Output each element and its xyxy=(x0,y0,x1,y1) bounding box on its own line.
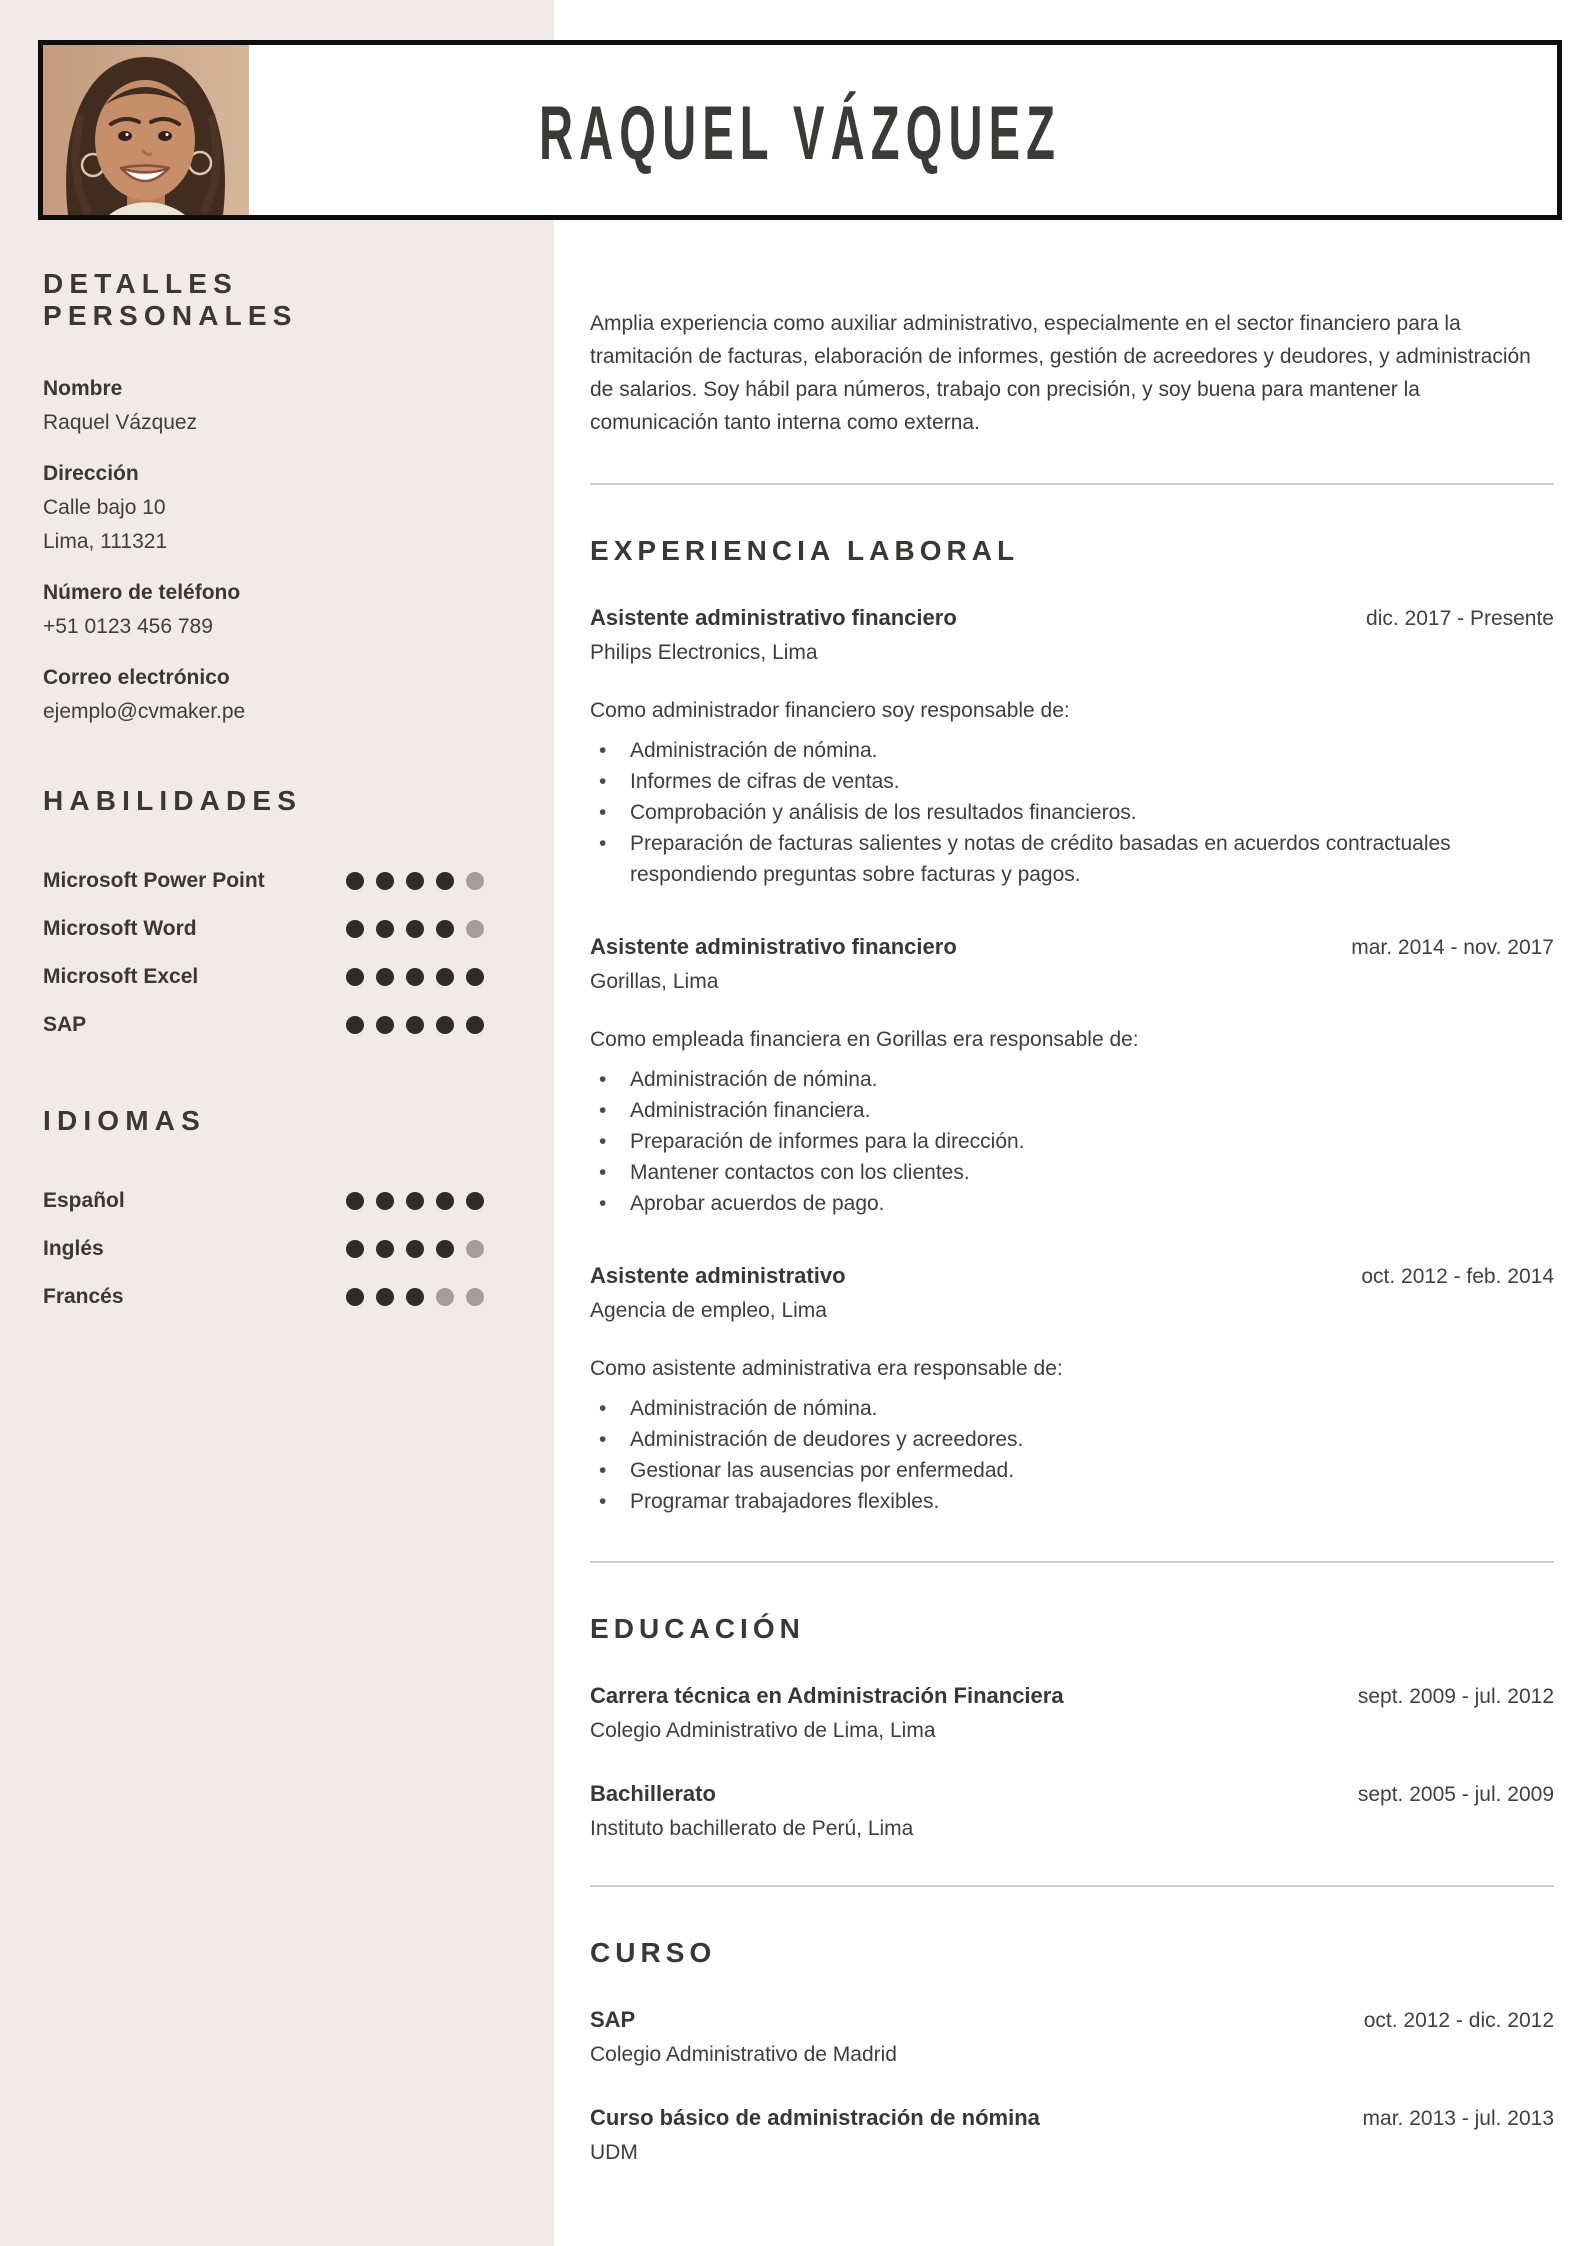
section-skills xyxy=(43,785,484,1049)
section-experience xyxy=(590,535,1554,1517)
course-degree: SAP xyxy=(590,2007,636,2032)
degree: Bachillerato xyxy=(590,1781,716,1806)
language-dots xyxy=(346,1192,484,1210)
education-dates: sept. 2009 - jul. 2012 xyxy=(1357,1685,1554,1708)
detail-value: Raquel Vázquez xyxy=(43,411,198,434)
job-dates: dic. 2017 - Presente xyxy=(1366,607,1554,630)
language-dots xyxy=(346,1288,484,1306)
skill-dot xyxy=(466,872,484,890)
job-bullets xyxy=(590,1393,1554,1517)
section-divider xyxy=(590,483,1554,485)
skill-dot xyxy=(346,920,364,938)
skill-dot xyxy=(346,1016,364,1034)
skill-row xyxy=(43,1001,484,1049)
bullet-item: • Administración de nómina. xyxy=(590,1064,1554,1095)
skill-dot xyxy=(466,1192,484,1210)
bullet-item: • Preparación de informes para la dirección. xyxy=(590,1126,1554,1157)
skill-dots xyxy=(346,920,484,938)
experience-list xyxy=(590,605,1554,1517)
job-intro: Como empleada financiera en Gorillas era responsable de: xyxy=(590,1028,1139,1051)
skill-dot xyxy=(406,968,424,986)
job-role: Asistente administrativo xyxy=(590,1263,846,1288)
language-row xyxy=(43,1177,484,1225)
candidate-name: RAQUEL VÁZQUEZ xyxy=(538,90,1062,176)
skill-dot xyxy=(406,1288,424,1306)
bullet-item: • Informes de cifras de ventas. xyxy=(590,766,1554,797)
course-school: Colegio Administrativo de Madrid xyxy=(590,2043,897,2066)
skill-label: Microsoft Excel xyxy=(43,965,199,988)
detail-value: Lima, 111321 xyxy=(43,530,168,553)
skill-dot xyxy=(406,1016,424,1034)
skill-row xyxy=(43,905,484,953)
education-list xyxy=(590,1683,1554,1841)
main-column xyxy=(554,0,1588,2165)
education-title: EDUCACIÓN xyxy=(590,1613,805,1644)
skill-dot xyxy=(376,920,394,938)
job-role: Asistente administrativo financiero xyxy=(590,934,957,959)
skill-dot xyxy=(466,1240,484,1258)
personal-details-title: DETALLES PERSONALES xyxy=(43,268,298,331)
skill-dot xyxy=(466,968,484,986)
school: Colegio Administrativo de Lima, Lima xyxy=(590,1719,936,1742)
skill-dot xyxy=(466,920,484,938)
detail-field xyxy=(43,457,484,559)
job-bullets xyxy=(590,735,1554,890)
skill-dot xyxy=(346,1288,364,1306)
skill-dot xyxy=(466,1288,484,1306)
detail-value: ejemplo@cvmaker.pe xyxy=(43,700,246,723)
section-languages xyxy=(43,1105,484,1321)
sidebar xyxy=(0,0,554,2246)
skill-dot xyxy=(466,1016,484,1034)
job-entry xyxy=(590,605,1554,890)
language-row xyxy=(43,1225,484,1273)
section-divider xyxy=(590,1885,1554,1887)
job-intro: Como asistente administrativa era responsable de: xyxy=(590,1357,1063,1380)
job-dates: mar. 2014 - nov. 2017 xyxy=(1351,936,1554,959)
skill-dot xyxy=(436,920,454,938)
languages-list xyxy=(43,1177,484,1321)
language-label: Francés xyxy=(43,1285,124,1308)
detail-value: +51 0123 456 789 xyxy=(43,615,213,638)
skill-dot xyxy=(436,1240,454,1258)
job-intro: Como administrador financiero soy responsable de: xyxy=(590,699,1070,722)
detail-label: Dirección xyxy=(43,462,139,485)
bullet-item: • Gestionar las ausencias por enfermedad. xyxy=(590,1455,1554,1486)
skill-dots xyxy=(346,872,484,890)
bullet-item: • Programar trabajadores flexibles. xyxy=(590,1486,1554,1517)
job-entry xyxy=(590,934,1554,1219)
course-title: CURSO xyxy=(590,1937,717,1968)
education-dates: sept. 2005 - jul. 2009 xyxy=(1357,1783,1554,1806)
course-school: UDM xyxy=(590,2141,638,2164)
skill-dot xyxy=(376,1240,394,1258)
skills-list xyxy=(43,857,484,1049)
skill-dot xyxy=(376,1288,394,1306)
skill-dot xyxy=(406,1240,424,1258)
skill-label: Microsoft Power Point xyxy=(43,869,265,892)
skill-dot xyxy=(406,872,424,890)
detail-label: Nombre xyxy=(43,377,123,400)
detail-field xyxy=(43,661,484,729)
bullet-item: • Aprobar acuerdos de pago. xyxy=(590,1188,1554,1219)
section-divider xyxy=(590,1561,1554,1563)
skill-dot xyxy=(346,1240,364,1258)
bullet-item: • Preparación de facturas salientes y notas de crédito basadas en acuerdos contractuales respondiendo preguntas sobre facturas y pagos. xyxy=(590,828,1554,890)
job-company: Philips Electronics, Lima xyxy=(590,641,818,664)
job-bullets xyxy=(590,1064,1554,1219)
job-dates: oct. 2012 - feb. 2014 xyxy=(1361,1265,1554,1288)
language-label: Inglés xyxy=(43,1237,104,1260)
bullet-item: • Mantener contactos con los clientes. xyxy=(590,1157,1554,1188)
skill-dot xyxy=(376,1016,394,1034)
skill-dot xyxy=(436,1288,454,1306)
profile-summary: Amplia experiencia como auxiliar administrativo, especialmente en el sector financiero para la tramitación de facturas, elaboración de informes, gestión de acreedores y deudores, y administración de salarios. Soy hábil para números, trabajo con precisión, y soy buena para mantener la comunicación tanto interna como externa. xyxy=(590,312,1531,434)
course-list xyxy=(590,2007,1554,2165)
bullet-item: • Administración financiera. xyxy=(590,1095,1554,1126)
detail-label: Número de teléfono xyxy=(43,581,241,604)
skill-dots xyxy=(346,968,484,986)
skill-dot xyxy=(376,1192,394,1210)
language-label: Español xyxy=(43,1189,125,1212)
course-entry xyxy=(590,2105,1554,2165)
course-entry xyxy=(590,2007,1554,2067)
skill-dot xyxy=(376,968,394,986)
bullet-item: • Administración de nómina. xyxy=(590,735,1554,766)
skill-label: Microsoft Word xyxy=(43,917,197,940)
education-entry xyxy=(590,1781,1554,1841)
section-personal-details xyxy=(43,268,484,729)
course-dates: mar. 2013 - jul. 2013 xyxy=(1362,2107,1554,2130)
skill-dot xyxy=(406,1192,424,1210)
bullet-item: • Administración de nómina. xyxy=(590,1393,1554,1424)
job-entry xyxy=(590,1263,1554,1517)
bullet-item: • Administración de deudores y acreedores. xyxy=(590,1424,1554,1455)
skill-dot xyxy=(346,1192,364,1210)
skill-dot xyxy=(436,872,454,890)
skill-dot xyxy=(436,1016,454,1034)
section-education xyxy=(590,1613,1554,1841)
skill-label: SAP xyxy=(43,1013,87,1036)
skills-title: HABILIDADES xyxy=(43,785,303,816)
detail-value: Calle bajo 10 xyxy=(43,496,166,519)
detail-field xyxy=(43,372,484,440)
language-dots xyxy=(346,1240,484,1258)
bullet-item: • Comprobación y análisis de los resultados financieros. xyxy=(590,797,1554,828)
course-dates: oct. 2012 - dic. 2012 xyxy=(1363,2009,1554,2032)
job-role: Asistente administrativo financiero xyxy=(590,605,957,630)
personal-details-list xyxy=(43,372,484,729)
job-company: Gorillas, Lima xyxy=(590,970,719,993)
section-course xyxy=(590,1937,1554,2165)
skill-dot xyxy=(346,968,364,986)
skill-row xyxy=(43,953,484,1001)
header xyxy=(38,40,1562,220)
skill-row xyxy=(43,857,484,905)
skill-dot xyxy=(376,872,394,890)
detail-field xyxy=(43,576,484,644)
skill-dot xyxy=(436,1192,454,1210)
job-company: Agencia de empleo, Lima xyxy=(590,1299,827,1322)
skill-dot xyxy=(436,968,454,986)
school: Instituto bachillerato de Perú, Lima xyxy=(590,1817,914,1840)
skill-dot xyxy=(406,920,424,938)
language-row xyxy=(43,1273,484,1321)
languages-title: IDIOMAS xyxy=(43,1105,206,1136)
skill-dots xyxy=(346,1016,484,1034)
degree: Carrera técnica en Administración Financiera xyxy=(590,1683,1064,1708)
education-entry xyxy=(590,1683,1554,1743)
detail-label: Correo electrónico xyxy=(43,666,230,689)
experience-title: EXPERIENCIA LABORAL xyxy=(590,535,1020,566)
skill-dot xyxy=(346,872,364,890)
course-degree: Curso básico de administración de nómina xyxy=(590,2105,1040,2130)
